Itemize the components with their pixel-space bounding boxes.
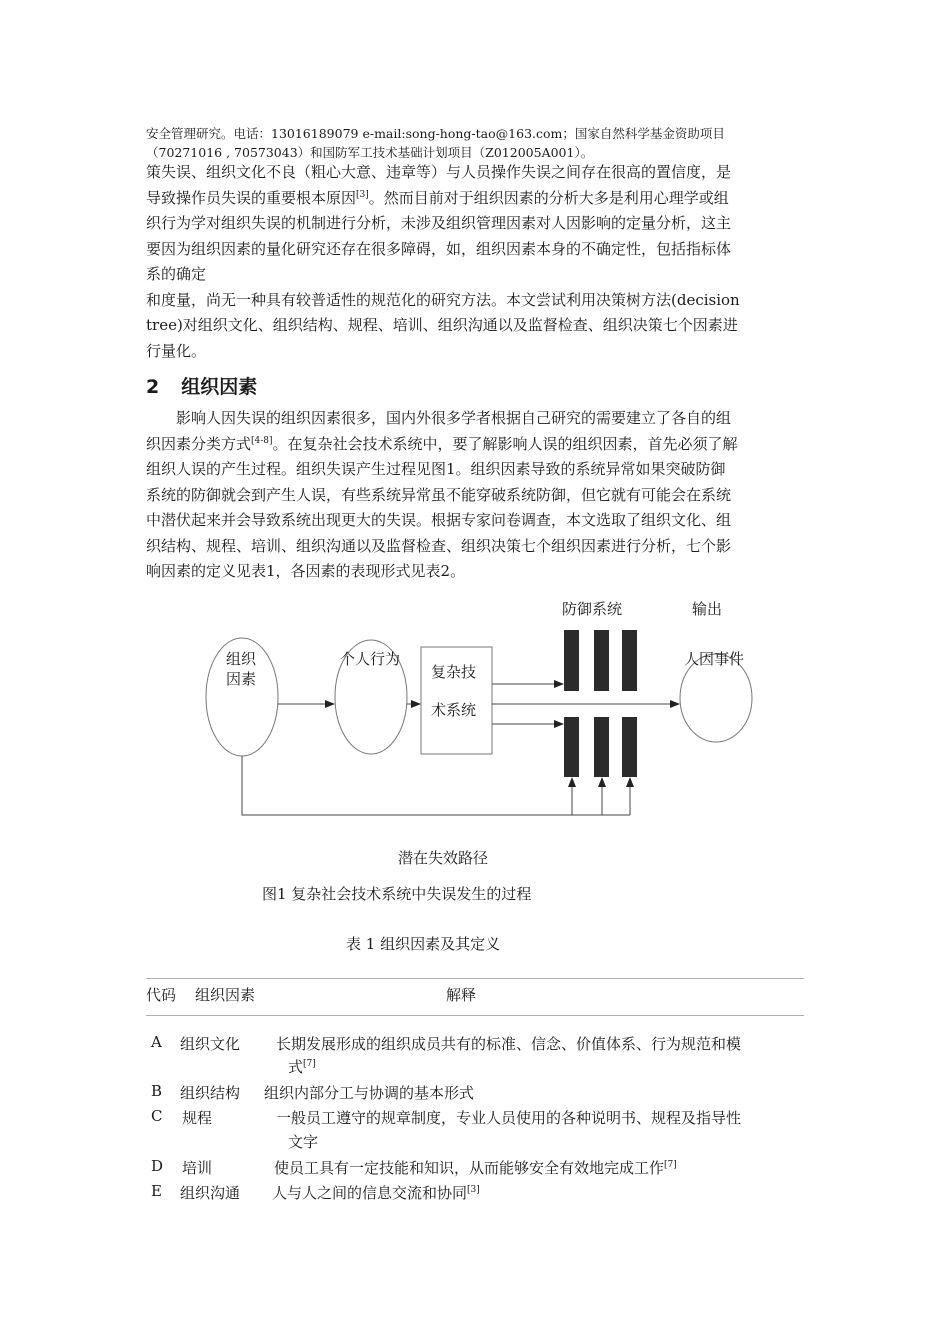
section-number: 2 (146, 376, 160, 398)
text-span: 式 (288, 1058, 304, 1076)
defense-bar (622, 630, 637, 691)
text-line: 组织人误的产生过程。组织失误产生过程见图1。组织因素导致的系统异常如果突破防御 (146, 460, 726, 478)
text-line (146, 432, 810, 458)
section-title: 组织因素 (181, 376, 258, 398)
text-line: 织结构、规程、培训、组织沟通以及监督检查、组织决策七个组织因素进行分析，七个影 (146, 536, 732, 555)
text-line: 响因素的定义见表1，各因素的表现形式见表2。 (146, 562, 466, 580)
row-code: C (151, 1107, 163, 1125)
complex-system-label: 术系统 (431, 701, 477, 719)
figure-1-diagram (0, 590, 950, 890)
text-line: 中潜伏起来并会导致系统出现更大的失误。根据专家问卷调查，本文选取了组织文化、组 (146, 511, 732, 529)
row-factor: 培训 (182, 1159, 213, 1177)
footnote-line: （70271016 , 70573043）和国防军工技术基础计划项目（Z012005A001）。 (146, 145, 594, 160)
citation: [3] (467, 1185, 480, 1195)
citation: [7] (664, 1160, 677, 1170)
text-span: 。在复杂社会技术系统中，要了解影响人误的组织因素，首先必须了解 (272, 434, 738, 453)
figure-caption: 图1 复杂社会技术系统中失误发生的过程 (262, 885, 532, 903)
body-paragraph (146, 406, 810, 585)
latent-path-label: 潜在失效路径 (398, 849, 489, 867)
output-label: 输出 (692, 600, 723, 618)
row-factor: 规程 (182, 1109, 213, 1127)
row-factor: 组织文化 (180, 1035, 241, 1053)
text-line: tree)对组织文化、组织结构、规程、培训、组织沟通以及监督检查、组织决策七个因素进 (146, 316, 738, 334)
org-factors-label: 因素 (226, 670, 257, 688)
footnote-line: 安全管理研究。电话：13016189079 e-mail:song-hong-tao@163.com；国家自然科学基金资助项目 (146, 126, 725, 141)
table-top-rule (146, 978, 804, 979)
defense-bar (622, 717, 637, 777)
row-code: A (151, 1033, 162, 1051)
section-heading (146, 372, 279, 399)
defense-bar (564, 717, 579, 777)
intro-paragraph (146, 160, 810, 364)
footnote (146, 124, 826, 162)
row-explain: 长期发展形成的组织成员共有的标准、信念、价值体系、行为规范和模 (276, 1035, 742, 1053)
defense-system-label: 防御系统 (562, 600, 623, 618)
citation: [4-8] (251, 435, 273, 446)
table-header-explain: 解释 (446, 986, 477, 1004)
text-span: 织因素分类方式 (146, 434, 252, 453)
defense-bar (594, 717, 609, 777)
citation: [3] (356, 189, 369, 200)
complex-system-label: 复杂技 (431, 663, 477, 681)
row-explain: 组织内部分工与协调的基本形式 (264, 1084, 475, 1102)
table-header-rule (146, 1015, 804, 1016)
text-line (146, 186, 810, 212)
text-line: 要因为组织因素的量化研究还存在很多障碍，如，组织因素本身的不确定性，包括指标体 (146, 239, 732, 258)
text-span: 。然而目前对于组织因素的分析大多是利用心理学或组 (368, 188, 729, 207)
row-explain (272, 1182, 480, 1203)
row-factor: 组织结构 (180, 1084, 241, 1102)
text-span: 导致操作员失误的重要根本原因 (146, 188, 357, 207)
text-line: 行量化。 (146, 341, 207, 360)
row-code: B (151, 1082, 163, 1100)
text-line: 织行为学对组织失误的机制进行分析，未涉及组织管理因素对人因影响的定量分析，这主 (146, 214, 732, 232)
citation: [7] (303, 1059, 316, 1069)
defense-bar (594, 630, 609, 691)
table-header-code: 代码 (146, 986, 177, 1004)
row-code: D (151, 1157, 164, 1175)
text-span: 使员工具有一定技能和知识，从而能够安全有效地完成工作 (274, 1159, 665, 1177)
row-explain-cont: 文字 (288, 1133, 319, 1151)
row-explain-cont (288, 1056, 316, 1077)
text-line: 系的确定 (146, 265, 207, 283)
row-factor: 组织沟通 (180, 1184, 241, 1202)
text-line: 策失误、组织文化不良（粗心大意、违章等）与人员操作失误之间存在很高的置信度，是 (146, 163, 732, 181)
table-header-factor: 组织因素 (195, 986, 256, 1004)
text-line: 影响人因失误的组织因素很多，国内外很多学者根据自己研究的需要建立了各自的组 (176, 409, 732, 427)
row-explain (274, 1157, 677, 1178)
row-explain: 一般员工遵守的规章制度，专业人员使用的各种说明书、规程及指导性 (276, 1109, 742, 1127)
text-line: 和度量，尚无一种具有较普适性的规范化的研究方法。本文尝试利用决策树方法(decision (146, 290, 740, 309)
text-line: 系统的防御就会到产生人误，有些系统异常虽不能穿破系统防御，但它就有可能会在系统 (146, 485, 732, 504)
text-span: 人与人之间的信息交流和协同 (272, 1184, 468, 1202)
defense-bar (564, 630, 579, 691)
individual-behavior-label: 个人行为 (340, 650, 401, 668)
org-factors-label: 组织 (226, 650, 257, 668)
human-event-label: 人因事件 (684, 650, 745, 668)
row-code: E (151, 1182, 162, 1200)
table-title: 表 1 组织因素及其定义 (346, 935, 501, 953)
